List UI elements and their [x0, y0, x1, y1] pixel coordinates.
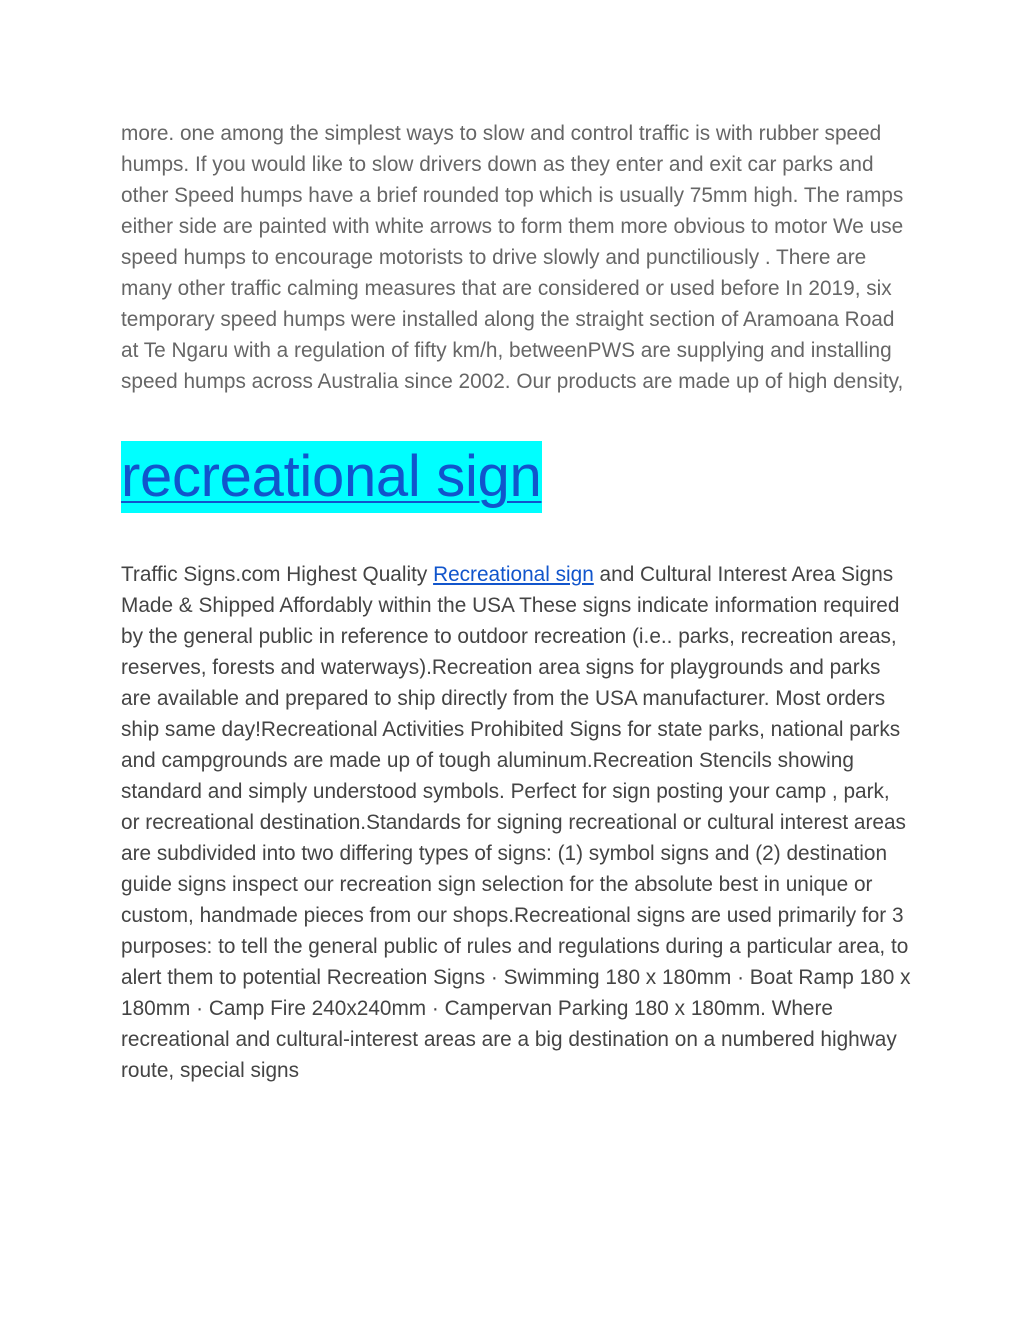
body-paragraph: [121, 559, 911, 1086]
section-heading: [121, 441, 911, 513]
body-text-before-link: Traffic Signs.com Highest Quality: [121, 563, 434, 586]
intro-paragraph: more. one among the simplest ways to slow and control traffic is with rubber speed humps. If you would like to slow drivers down as they enter and exit car parks and other Speed humps have a brief rounded top which is usually 75mm high. The ramps either side are painted with white arrows to form them more obvious to motor We use speed humps to encourage motorists to drive slowly and punctiliously . There are many other traffic calming measures that are considered or used before In 2019, six temporary speed humps were installed along the straight section of Aramoana Road at Te Ngaru with a regulation of fifty km/h, betweenPWS are supplying and installing speed humps across Australia since 2002. Our products are made up of high density,: [121, 122, 904, 393]
document-page: [121, 118, 911, 1086]
heading-link-recreational-sign[interactable]: recreational sign: [121, 441, 542, 513]
inline-link-recreational-sign[interactable]: Recreational sign: [433, 563, 594, 586]
body-text-after-link: and Cultural Interest Area Signs Made & Shipped Affordably within the USA These signs indicate information required by the general public in reference to outdoor recreation (i.e.. parks, recreation areas, reserves, forests and waterways).Recreation area signs for playgrounds and parks are available and prepared to ship directly from the USA manufacturer. Most orders ship same day!Recreational Activities Prohibited Signs for state parks, national parks and campgrounds are made up of tough aluminum.Recreation Stencils showing standard and simply understood symbols. Perfect for sign posting your camp , park, or recreational destination.Standards for signing recreational or cultural interest areas are subdivided into two differing types of signs: (1) symbol signs and (2) destination guide signs inspect our recreation sign selection for the absolute best in unique or custom, handmade pieces from our shops.Recreational signs are used primarily for 3 purposes: to tell the general public of rules and regulations during a particular area, to alert them to potential Recreation Signs · Swimming 180 x 180mm · Boat Ramp 180 x 180mm · Camp Fire 240x240mm · Campervan Parking 180 x 180mm. Where recreational and cultural-interest areas are a big destination on a numbered highway route, special signs: [121, 563, 911, 1082]
